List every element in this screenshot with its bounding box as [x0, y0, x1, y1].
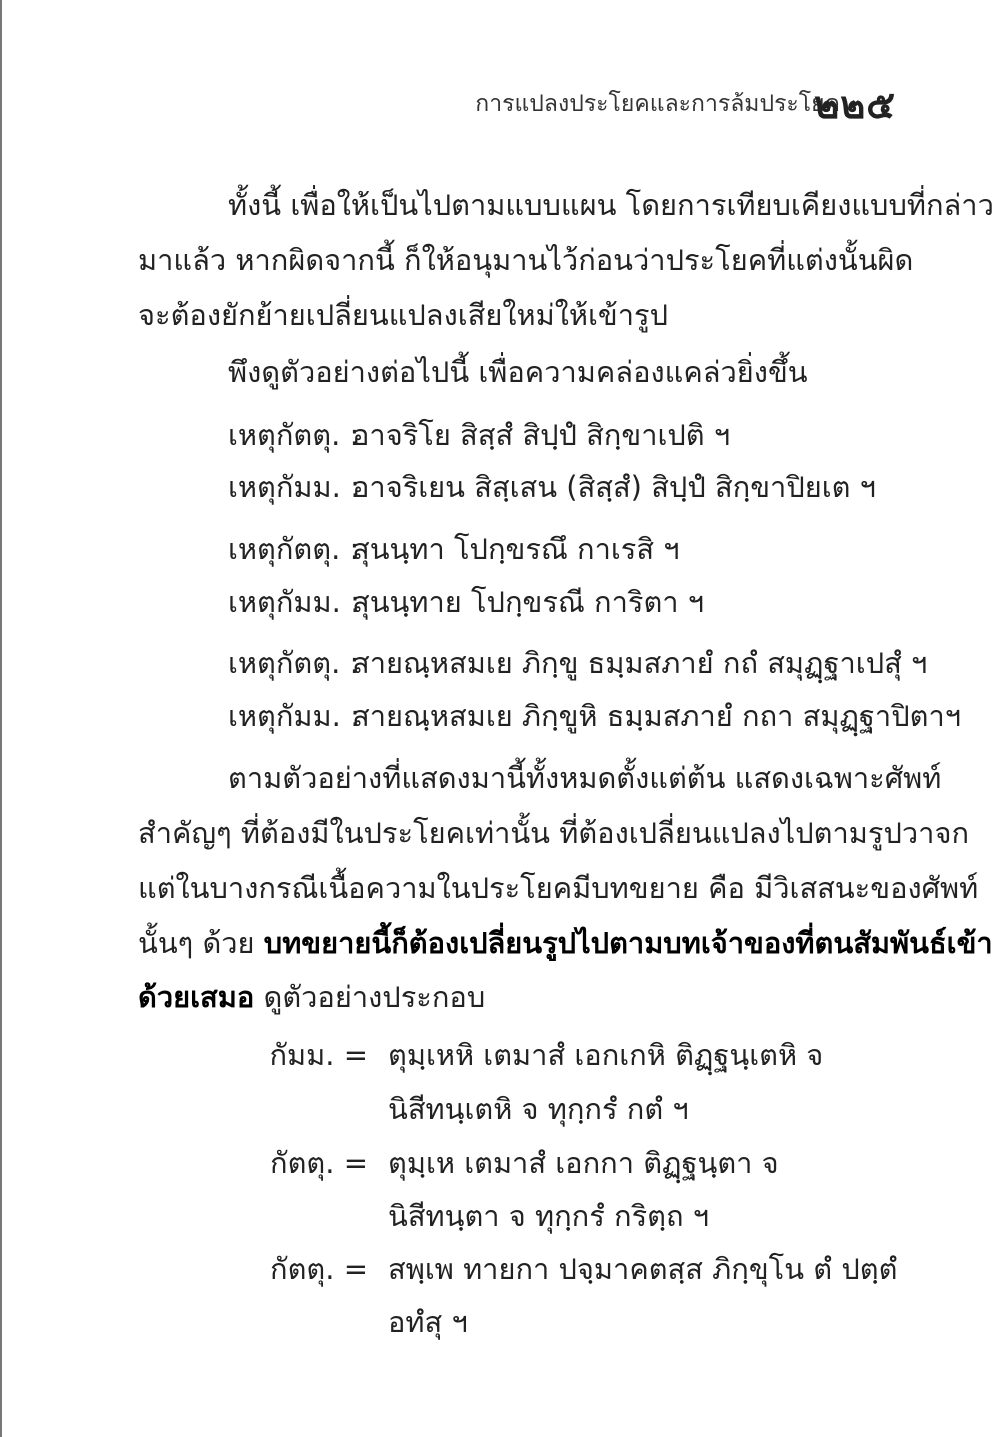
plain-text: ดูตัวอย่างประกอบ	[254, 980, 486, 1014]
voice-text: สพฺเพ ทายกา ปจฺมาคตสฺส ภิกฺขุโน ตํ ปตฺตํ	[388, 1252, 898, 1286]
emphasized-text: ด้วยเสมอ	[138, 980, 255, 1014]
paragraph-line	[138, 977, 485, 1017]
page-number: ๒๒๕	[814, 83, 896, 127]
example-label: เหตุกัตตุ. :	[228, 532, 360, 566]
page-edge-line	[0, 0, 2, 1437]
example-label: เหตุกัตตุ. :	[228, 646, 360, 680]
paragraph-line: พึงดูตัวอย่างต่อไปนี้ เพื่อความคล่องแคล่วยิ่งขึ้น	[228, 355, 808, 389]
example-label: เหตุกัมม. :	[228, 699, 360, 733]
example-label: เหตุกัมม. :	[228, 585, 360, 619]
paragraph-line	[138, 923, 993, 963]
example-text: อาจริเยน สิสฺเสน (สิสฺสํ) สิปฺปํ สิกฺขาปิยเต ฯ	[352, 470, 876, 504]
running-title: การแปลงประโยคและการล้มประโยค	[475, 91, 840, 117]
voice-text: นิสีทนฺตา จ ทุกฺกรํ กริตฺถ ฯ	[388, 1199, 710, 1233]
voice-text: อทํสุ ฯ	[388, 1305, 468, 1339]
plain-text: นั้นๆ ด้วย	[138, 926, 264, 960]
paragraph-line: ทั้งนี้ เพื่อให้เป็นไปตามแบบแผน โดยการเทียบเคียงแบบที่กล่าว	[228, 188, 994, 222]
paragraph-line: แต่ในบางกรณีเนื้อความในประโยคมีบทขยาย คือ มีวิเสสนะของศัพท์	[138, 871, 979, 905]
paragraph-line: ตามตัวอย่างที่แสดงมานี้ทั้งหมดตั้งแต่ต้น แสดงเฉพาะศัพท์	[228, 761, 942, 795]
example-label: เหตุกัตตุ. :	[228, 418, 360, 452]
example-text: อาจริโย สิสฺสํ สิปฺปํ สิกฺขาเปติ ฯ	[352, 418, 731, 452]
voice-text: ตุมฺเหหิ เตมาสํ เอกเกหิ ติฏฺฐนฺเตหิ จ	[388, 1038, 824, 1072]
paragraph-line: มาแล้ว หากผิดจากนี้ ก็ให้อนุมานไว้ก่อนว่าประโยคที่แต่งนั้นผิด	[138, 243, 914, 277]
voice-text: ตุมฺเห เตมาสํ เอกกา ติฏฺฐนฺตา จ	[388, 1146, 779, 1180]
example-text: สายณฺหสมเย ภิกฺขูหิ ธมฺมสภายํ กถา สมุฏฺฐาปิตาฯ	[352, 699, 962, 733]
voice-label: กัตตุ. =	[270, 1252, 368, 1286]
voice-label: กัตตุ. =	[270, 1146, 368, 1180]
example-label: เหตุกัมม. :	[228, 470, 360, 504]
voice-label: กัมม. =	[269, 1038, 368, 1072]
emphasized-text: บทขยายนี้ก็ต้องเปลี่ยนรูปไปตามบทเจ้าของที่ตนสัมพันธ์เข้า	[263, 926, 993, 960]
example-text: สุนนฺทาย โปกฺขรณี การิตา ฯ	[352, 585, 705, 619]
example-text: สายณฺหสมเย ภิกฺขู ธมฺมสภายํ กถํ สมุฏฺฐาเปสุํ ฯ	[352, 646, 928, 680]
example-text: สุนนฺทา โปกฺขรณึ กาเรสิ ฯ	[352, 532, 680, 566]
voice-text: นิสีทนฺเตหิ จ ทุกฺกรํ กตํ ฯ	[388, 1092, 689, 1126]
paragraph-line: จะต้องยักย้ายเปลี่ยนแปลงเสียใหม่ให้เข้ารูป	[138, 298, 669, 332]
paragraph-line: สำคัญๆ ที่ต้องมีในประโยคเท่านั้น ที่ต้องเปลี่ยนแปลงไปตามรูปวาจก	[138, 816, 970, 850]
